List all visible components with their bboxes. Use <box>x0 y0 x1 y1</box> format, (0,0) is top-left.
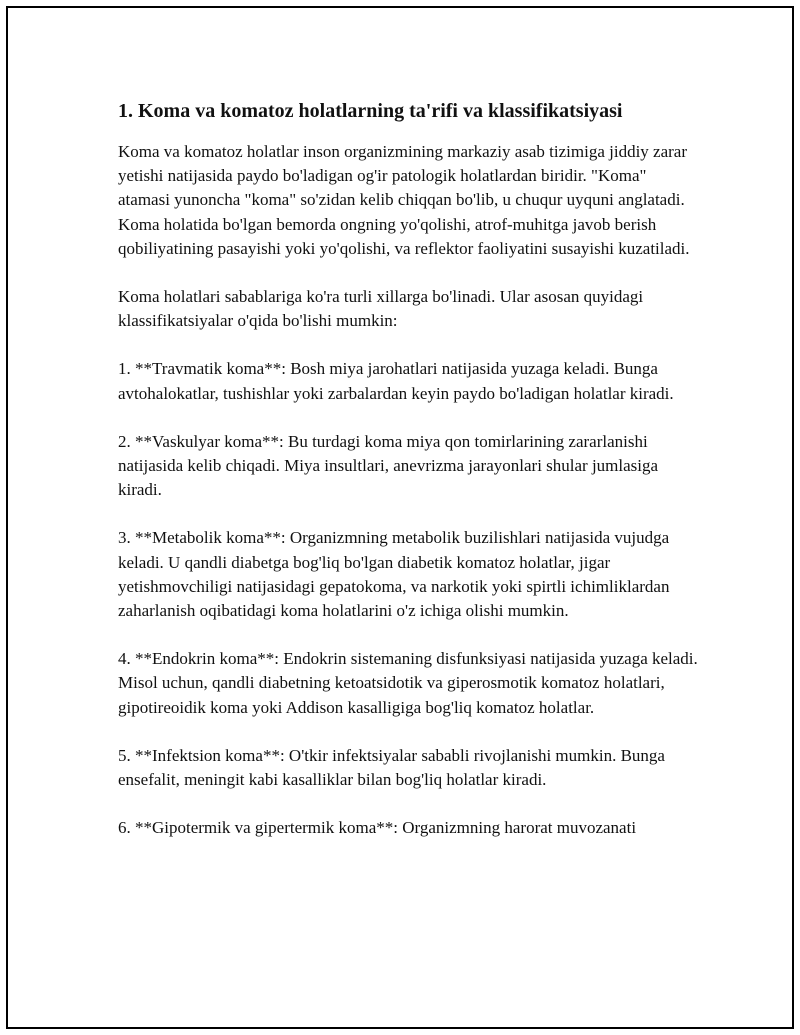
list-item-travmatik-koma: 1. **Travmatik koma**: Bosh miya jarohatlari natijasida yuzaga keladi. Bunga avtohalokatlar, tushishlar yoki zarbalardan keyin paydo bo'ladigan holatlar kiradi. <box>118 359 674 403</box>
list-item-gipotermik-koma: 6. **Gipotermik va gipertermik koma**: Organizmning harorat muvozanati <box>118 818 637 838</box>
document-title: 1. Koma va komatoz holatlarning ta'rifi va klassifikatsiyasi <box>118 100 623 122</box>
list-item-vaskulyar-koma: 2. **Vaskulyar koma**: Bu turdagi koma miya qon tomirlarining zararlanishi natijasida kelib chiqadi. Miya insultlari, anevrizma jarayonlari shular jumlasiga kiradi. <box>118 431 659 500</box>
list-item-metabolik-koma: 3. **Metabolik koma**: Organizmning metabolik buzilishlari natijasida vujudga keladi. U qandli diabetga bog'liq bo'lgan diabetik komatoz holatlar, jigar yetishmovchiligi natijasidagi gepatokoma, va narkotik yoki spirtli ichimliklardan zaharlanish oqibatidagi koma holatlarini o'z ichiga olishi mumkin. <box>118 528 670 621</box>
list-item-infektsion-koma: 5. **Infektsion koma**: O'tkir infektsiyalar sababli rivojlanishi mumkin. Bunga ensefalit, meningit kabi kasalliklar bilan bog'liq holatlar kiradi. <box>118 745 665 790</box>
document-content <box>118 96 698 864</box>
classification-intro-paragraph: Koma holatlari sabablariga ko'ra turli xillarga bo'linadi. Ular asosan quyidagi klassifikatsiyalar o'qida bo'lishi mumkin: <box>118 287 644 331</box>
document-page <box>6 6 794 1029</box>
list-item-endokrin-koma: 4. **Endokrin koma**: Endokrin sistemaning disfunksiyasi natijasida yuzaga keladi. Misol uchun, qandli diabetning ketoatsidotik va giperosmotik komatoz holatlari, gipotireoidik koma yoki Addison kasalligiga bog'liq komatoz holatlar. <box>118 649 698 717</box>
intro-paragraph: Koma va komatoz holatlar inson organizmining markaziy asab tizimiga jiddiy zarar yetishi natijasida paydo bo'ladigan og'ir patologik holatlardan biridir. "Koma" atamasi yunoncha "koma" so'zidan kelib chiqqan bo'lib, u chuqur uyquni anglatadi. Koma holatida bo'lgan bemorda ongning yo'qolishi, atrof-muhitga javob berish qobiliyatining pasayishi yoki yo'qolishi, va reflektor faoliyatini susayishi kuzatiladi. <box>118 142 690 258</box>
